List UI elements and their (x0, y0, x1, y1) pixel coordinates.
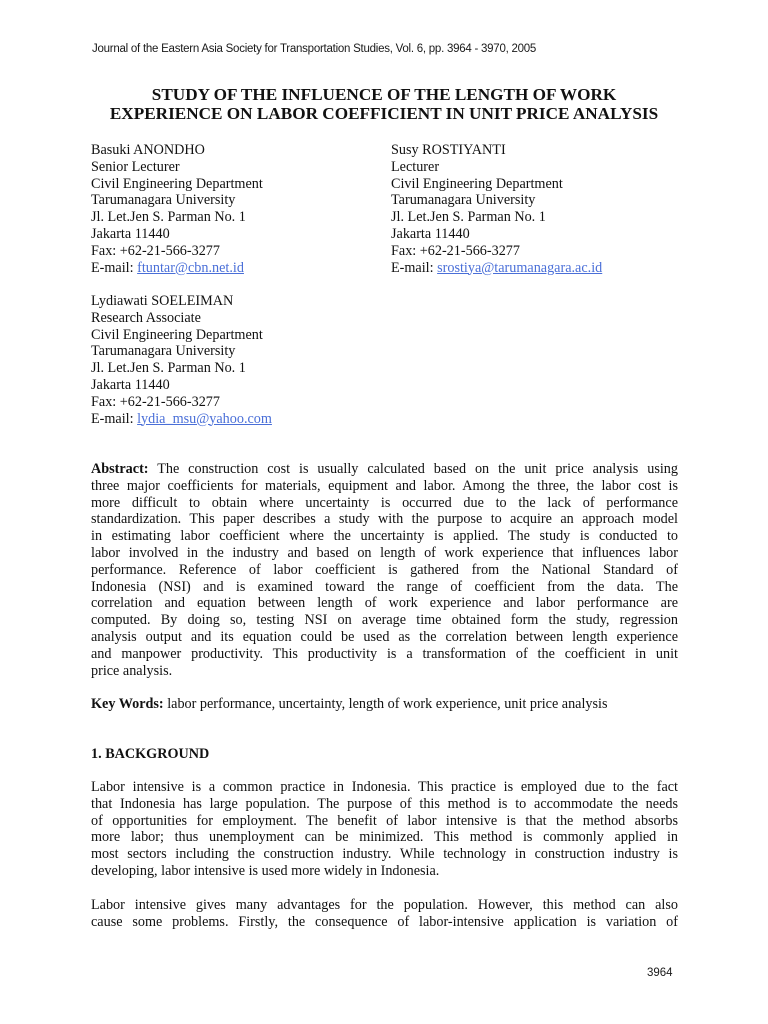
paper-title (90, 85, 678, 123)
author-university: Tarumanagara University (91, 343, 236, 360)
paragraph-line: of opportunities for employment. The benefit of labor intensive is that the method absorbs (91, 812, 678, 829)
abstract-line: Indonesia (NSI) and is examined toward the range of coefficient from the data. The (91, 578, 678, 595)
author-position: Lecturer (391, 158, 440, 175)
author-name: Lydiawati SOELEIMAN (91, 293, 234, 309)
author-email-link[interactable]: ftuntar@cbn.net.id (137, 259, 244, 276)
author-university: Tarumanagara University (391, 192, 536, 209)
keywords (91, 696, 678, 713)
author-email-line (391, 260, 602, 277)
email-label: E-mail: (91, 259, 134, 276)
author-email-line (91, 411, 272, 428)
paragraph-line: developing, labor intensive is used more widely in Indonesia. (91, 862, 440, 879)
abstract-line: labor involved in the industry and based on length of work experience that influences labor (91, 544, 678, 561)
abstract-line: correlation and equation between length of work experience and labor performance are (91, 595, 678, 612)
abstract-line: in estimating labor coefficient where the uncertainty is applied. The study is conducted to (91, 528, 678, 545)
author-email-line (91, 260, 263, 277)
section-heading: 1. BACKGROUND (91, 746, 210, 762)
abstract-label: Abstract: (91, 461, 149, 477)
email-label: E-mail: (391, 259, 434, 276)
author-city: Jakarta 11440 (91, 225, 170, 242)
author-name: Susy ROSTIYANTI (391, 142, 506, 158)
page-number: 3964 (647, 967, 673, 979)
author-block (91, 293, 272, 427)
paragraph-line: more labor; thus unemployment can be minimized. This method is commonly applied in (91, 829, 678, 846)
author-email-link[interactable]: lydia_msu@yahoo.com (137, 410, 272, 427)
author-fax: Fax: +62-21-566-3277 (91, 242, 220, 259)
paragraph-line: Labor intensive is a common practice in Indonesia. This practice is employed due to the fact (91, 779, 678, 795)
keywords-text: labor performance, uncertainty, length of work experience, unit price analysis (167, 696, 608, 712)
abstract-line: and manpower productivity. This productivity is a transformation of the coefficient in unit (91, 645, 678, 662)
background-paragraph-2 (91, 897, 678, 931)
abstract-line (91, 461, 678, 478)
background-paragraph-1 (91, 779, 678, 880)
abstract-line: more difficult to obtain where uncertainty is occurred due to the lack of performance (91, 494, 678, 511)
author-position: Research Associate (91, 309, 201, 326)
paragraph-line: that Indonesia has large population. The purpose of this method is to accommodate the needs (91, 795, 678, 812)
author-department: Civil Engineering Department (91, 326, 263, 343)
abstract (91, 461, 678, 679)
title-line: STUDY OF THE INFLUENCE OF THE LENGTH OF WORK (151, 85, 617, 104)
author-department: Civil Engineering Department (91, 175, 263, 192)
author-department: Civil Engineering Department (391, 175, 563, 192)
author-city: Jakarta 11440 (391, 225, 470, 242)
paragraph-line: most sectors including the construction industry. While technology in construction industry is (91, 846, 678, 863)
author-position: Senior Lecturer (91, 158, 180, 175)
abstract-line: three major coefficients for materials, equipment and labor. Among the three, the labor cost is (91, 477, 678, 494)
author-fax: Fax: +62-21-566-3277 (91, 393, 220, 410)
keywords-label: Key Words: (91, 696, 164, 712)
abstract-line: price analysis. (91, 662, 173, 679)
author-block (91, 142, 263, 276)
paragraph-line: Labor intensive gives many advantages for the population. However, this method can also (91, 897, 678, 913)
author-university: Tarumanagara University (91, 192, 236, 209)
author-fax: Fax: +62-21-566-3277 (391, 242, 520, 259)
author-name: Basuki ANONDHO (91, 142, 205, 158)
author-email-link[interactable]: srostiya@tarumanagara.ac.id (437, 259, 603, 276)
author-street: Jl. Let.Jen S. Parman No. 1 (391, 209, 546, 226)
abstract-line: computed. By doing so, testing NSI on average time obtained form the study, regression (91, 612, 678, 629)
author-street: Jl. Let.Jen S. Parman No. 1 (91, 209, 246, 226)
journal-header: Journal of the Eastern Asia Society for Transportation Studies, Vol. 6, pp. 3964 - 3970, 2005 (92, 43, 537, 55)
abstract-text: The construction cost is usually calculated based on the unit price analysis using (157, 461, 678, 477)
abstract-line: analysis output and its equation could be used as the correlation between length experience (91, 628, 678, 645)
author-street: Jl. Let.Jen S. Parman No. 1 (91, 360, 246, 377)
author-block (391, 142, 602, 276)
email-label: E-mail: (91, 410, 134, 427)
paragraph-line: cause some problems. Firstly, the consequence of labor-intensive application is variation of (91, 913, 678, 930)
abstract-line: performance. Reference of labor coefficient is gathered from the National Standard of (91, 561, 678, 578)
abstract-line: standardization. This paper describes a study with the purpose to acquire an approach model (91, 511, 678, 528)
title-line: EXPERIENCE ON LABOR COEFFICIENT IN UNIT PRICE ANALYSIS (109, 104, 659, 123)
author-city: Jakarta 11440 (91, 376, 170, 393)
